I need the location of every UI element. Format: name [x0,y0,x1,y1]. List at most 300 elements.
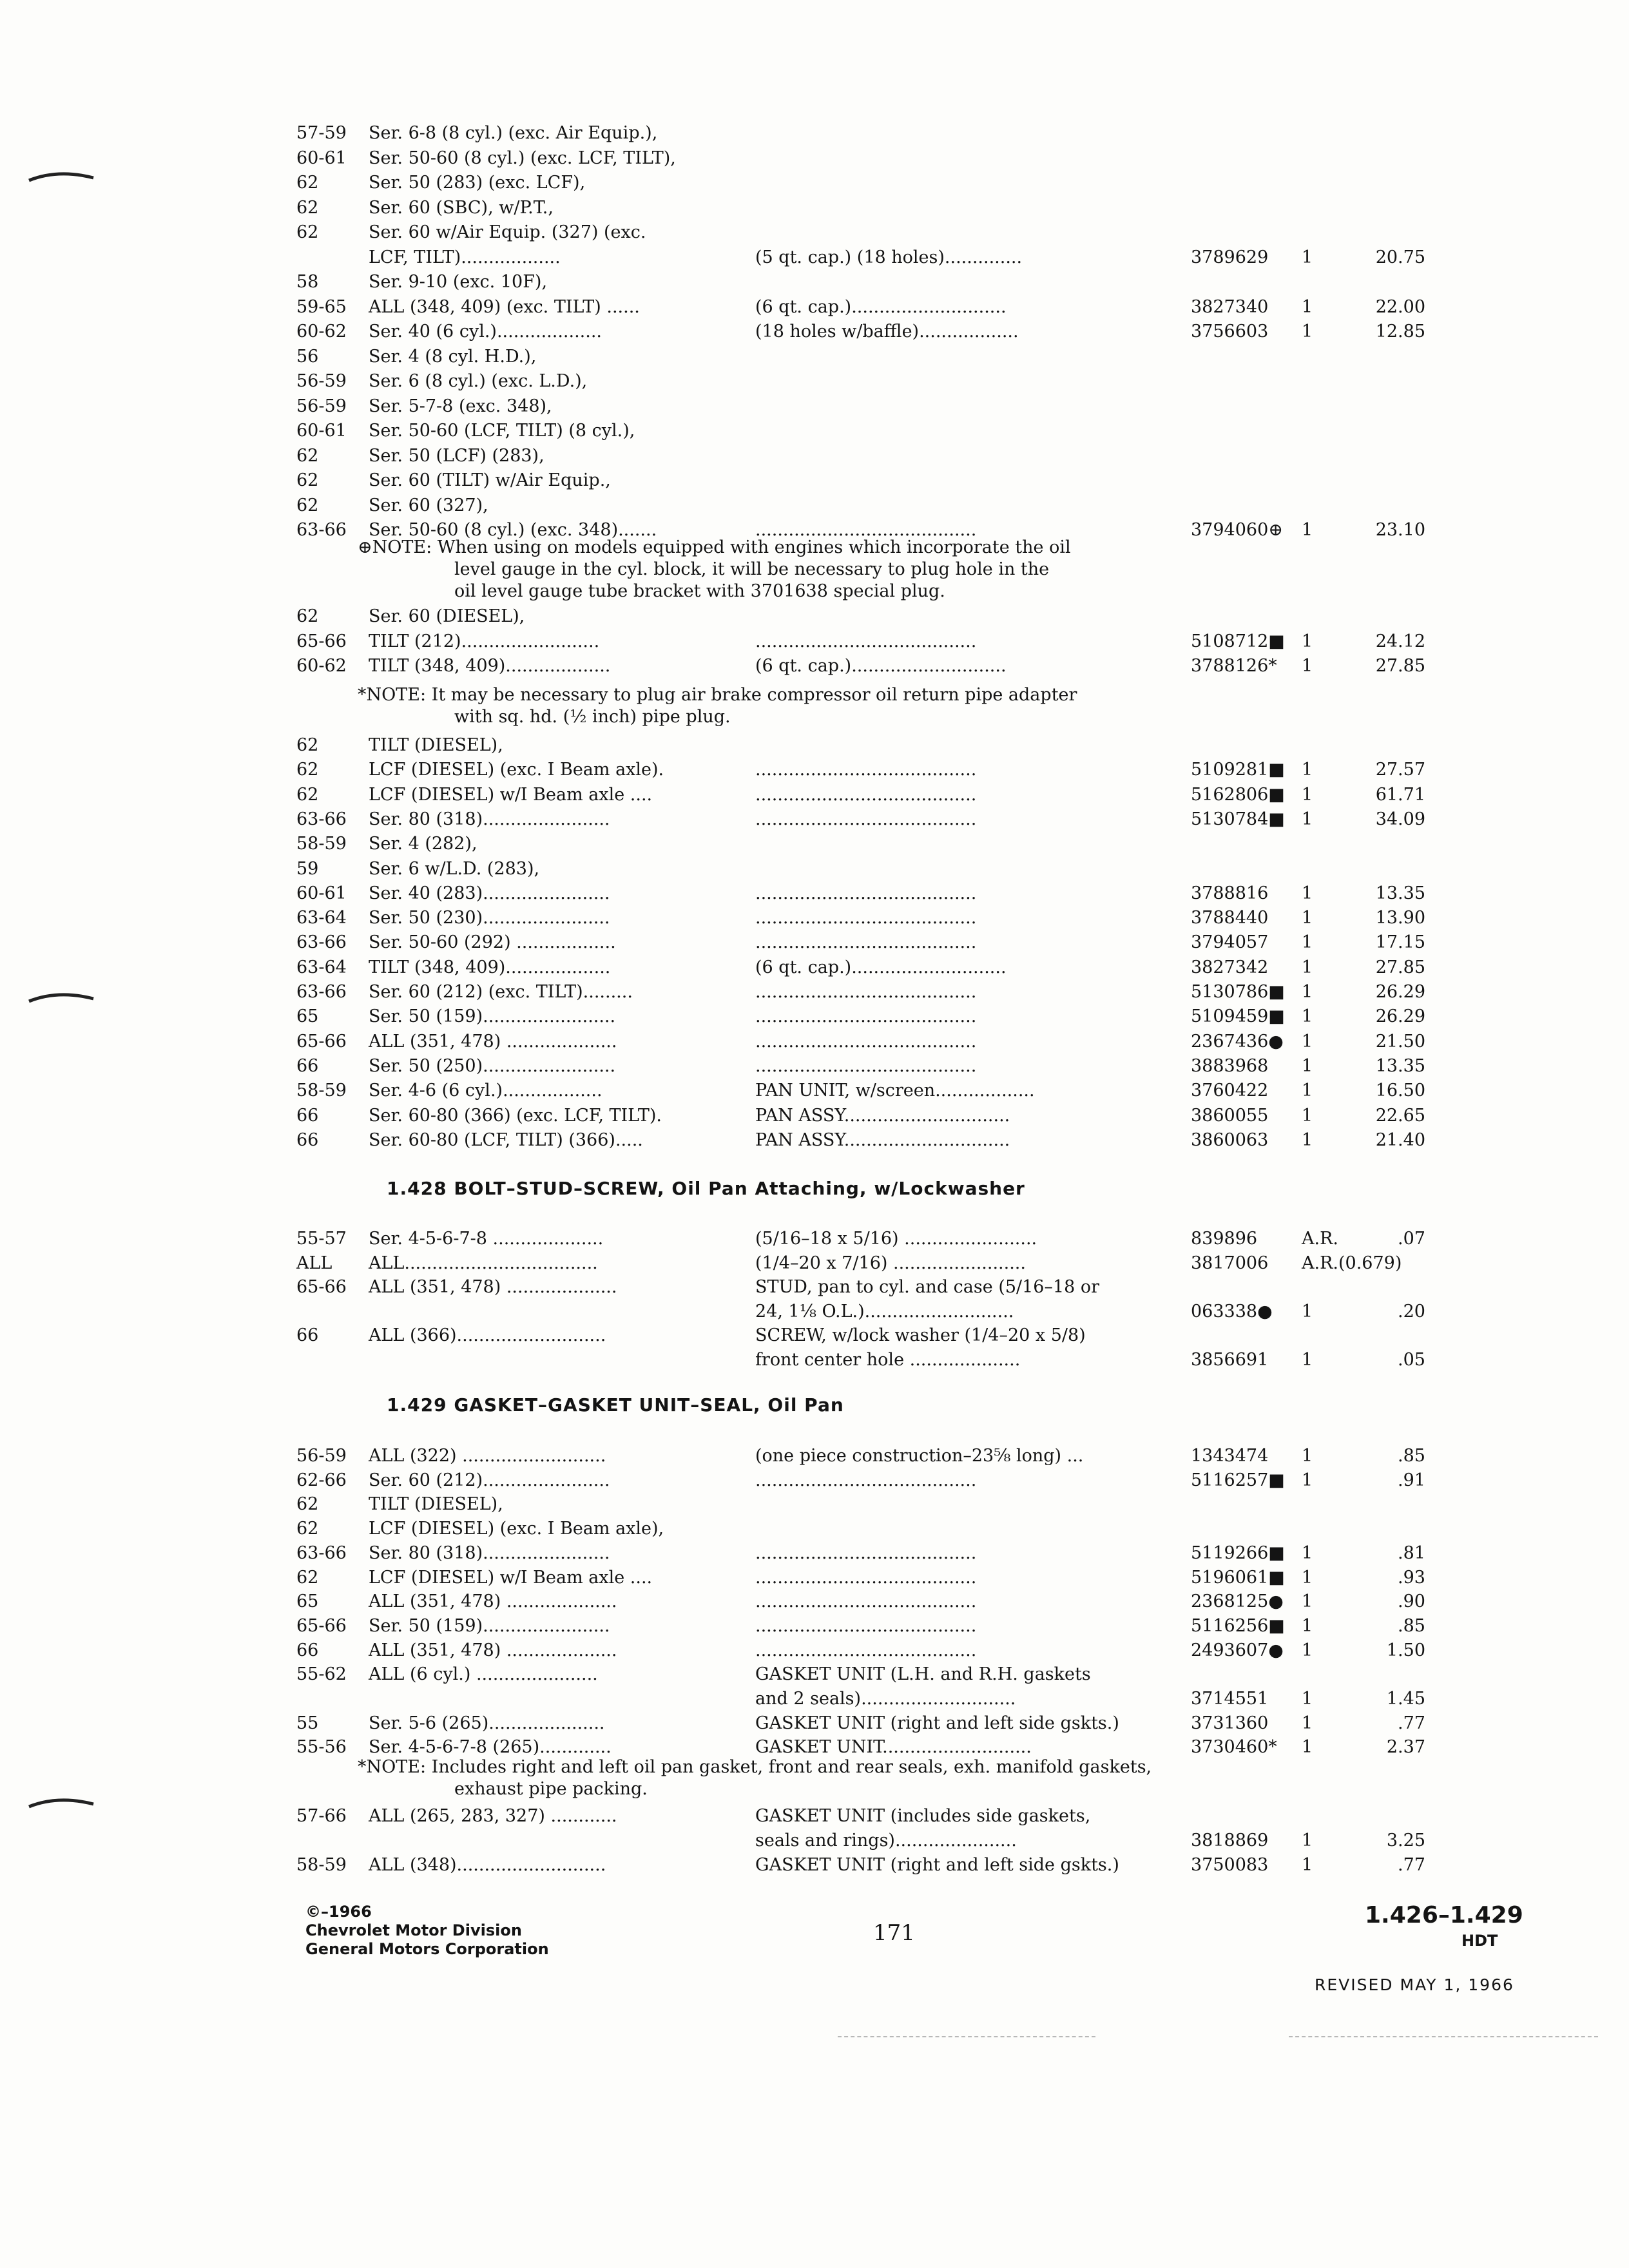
year-cell: 55-56 [296,1737,347,1758]
series-cell: Ser. 40 (283)....................... [369,883,610,903]
price-cell: 27.57 [1375,760,1425,780]
series-cell: Ser. 9-10 (exc. 10F), [369,272,548,292]
quantity-cell: 1 [1302,1855,1313,1875]
series-cell: Ser. 60 w/Air Equip. (327) (exc. [369,222,646,242]
scan-artifact-line [838,2036,1095,2039]
price-cell: 26.29 [1375,982,1425,1002]
quantity-cell: 1 [1302,656,1313,676]
series-cell: Ser. 50 (230)....................... [369,908,610,928]
section-range: 1.426–1.429 [1365,1902,1523,1928]
table-row [296,1054,1431,1079]
year-cell: 58 [296,272,319,292]
note-lead: *NOTE: It may be necessary to plug air brake compressor oil return pipe adapter [358,685,1077,705]
description-cell: (6 qt. cap.)............................ [755,656,1007,676]
series-cell: Ser. 4 (8 cyl. H.D.), [369,346,537,367]
series-cell: Ser. 60 (SBC), w/P.T., [369,197,554,218]
price-cell: .85 [1398,1615,1425,1636]
year-cell: 62 [296,1519,319,1539]
quantity-cell: 1 [1302,1031,1313,1052]
series-cell: Ser. 4-6 (6 cyl.).................. [369,1081,602,1101]
part-number-cell: 3860063 [1191,1129,1269,1150]
series-cell: ALL (265, 283, 327) ............ [369,1806,617,1826]
table-row [296,629,1431,654]
table-row [296,468,1431,493]
series-cell: Ser. 6 w/L.D. (283), [369,858,540,879]
price-cell: .91 [1398,1470,1425,1490]
table-row [296,807,1431,832]
price-cell: 21.40 [1375,1129,1425,1150]
note-gasket-unit [358,1756,1152,1800]
year-cell: 59-65 [296,296,347,317]
price-cell: .90 [1398,1591,1425,1612]
section-heading-1428: 1.428 BOLT–STUD–SCREW, Oil Pan Attaching, w/Lockwasher [387,1178,1025,1199]
description-cell: ........................................ [755,1006,977,1027]
table-row [296,930,1431,955]
table-row [296,1590,1431,1614]
price-cell: 27.85 [1375,656,1425,676]
description-cell: PAN ASSY.............................. [755,1105,1010,1126]
part-number-cell: 5130786■ [1191,982,1285,1002]
section-heading-1429: 1.429 GASKET–GASKET UNIT–SEAL, Oil Pan [387,1394,844,1416]
description-cell: ........................................ [755,1615,977,1636]
quantity-cell: A.R. [1302,1229,1338,1249]
table-row [296,369,1431,394]
series-cell: Ser. 5-7-8 (exc. 348), [369,396,552,416]
note-air-brake [358,684,1077,728]
quantity-cell: 1 [1302,1542,1313,1563]
year-cell: 66 [296,1105,319,1126]
quantity-cell: A.R.(0.679) [1302,1253,1402,1273]
description-cell: ........................................ [755,883,977,903]
part-number-cell: 5116256■ [1191,1615,1285,1636]
year-cell: 62 [296,735,319,755]
description-cell: seals and rings)...................... [755,1831,1017,1850]
part-number-cell: 839896 [1191,1229,1258,1249]
year-cell: 62-66 [296,1470,347,1490]
table-row [296,1251,1431,1276]
series-cell: LCF (DIESEL) w/I Beam axle .... [369,784,653,805]
year-cell: 63-66 [296,982,347,1002]
year-cell: 63-66 [296,809,347,829]
quantity-cell: 1 [1302,982,1313,1002]
part-number-cell: 3788440 [1191,908,1269,928]
table-row [296,270,1431,294]
table-row [296,245,1431,270]
part-number-cell: 3788126* [1191,656,1277,676]
footer-copyright: ©–1966 [305,1903,372,1921]
series-cell: Ser. 4 (282), [369,834,477,854]
series-cell: ALL (322) .......................... [369,1446,606,1466]
footer-division: Chevrolet Motor Division [305,1921,522,1939]
table-row [296,881,1431,906]
revised-date: REVISED MAY 1, 1966 [1315,1975,1514,1994]
year-cell: 65 [296,1006,319,1027]
description-cell: and 2 seals)............................ [755,1689,1016,1709]
series-cell: ALL (366)........................... [369,1325,606,1345]
series-cell: ALL (348)........................... [369,1855,606,1875]
part-number-cell: 3818869 [1191,1831,1269,1850]
series-cell: Ser. 80 (318)....................... [369,809,610,829]
quantity-cell: 1 [1302,322,1313,341]
table-row [296,419,1431,443]
description-cell: ........................................ [755,932,977,953]
year-cell: 62 [296,445,319,466]
description-cell: ........................................ [755,520,977,540]
description-cell: (5 qt. cap.) (18 holes).............. [755,247,1023,267]
description-cell: GASKET UNIT (L.H. and R.H. gaskets [755,1664,1091,1685]
series-cell: Ser. 60 (212) (exc. TILT)......... [369,982,633,1002]
year-cell: 65-66 [296,1615,347,1636]
note-lead: *NOTE: Includes right and left oil pan gasket, front and rear seals, exh. manifold gaskets, [358,1757,1152,1777]
table-row [296,1444,1431,1468]
table-row [296,980,1431,1004]
table-row [296,1079,1431,1103]
quantity-cell: 1 [1302,883,1313,903]
table-row [296,857,1431,881]
part-number-cell: 5109459■ [1191,1006,1285,1027]
year-cell: 56-59 [296,371,347,391]
table-row [296,832,1431,856]
table-row [296,394,1431,419]
year-cell: ALL [296,1253,333,1273]
quantity-cell: 1 [1302,1713,1313,1733]
table-row [296,1804,1431,1829]
price-cell: .85 [1398,1446,1425,1466]
series-cell: Ser. 4-5-6-7-8 (265)............. [369,1737,612,1758]
price-cell: 12.85 [1375,322,1425,341]
series-cell: Ser. 60-80 (LCF, TILT) (366)..... [369,1129,643,1150]
series-cell: ALL (348, 409) (exc. TILT) ...... [369,296,640,317]
series-cell: ALL (351, 478) .................... [369,1640,617,1660]
quantity-cell: 1 [1302,1567,1313,1588]
table-row [296,1492,1431,1517]
series-cell: LCF (DIESEL) (exc. I Beam axle), [369,1519,664,1539]
series-cell: Ser. 40 (6 cyl.)................... [369,322,602,341]
year-cell: 56 [296,346,319,367]
description-cell: ........................................ [755,631,977,651]
quantity-cell: 1 [1302,631,1313,651]
series-cell: LCF (DIESEL) (exc. I Beam axle). [369,760,664,780]
description-cell: PAN ASSY.............................. [755,1129,1010,1150]
quantity-cell: 1 [1302,1737,1313,1758]
description-cell: (one piece construction–23⅝ long) ... [755,1446,1084,1466]
series-cell: ALL (351, 478) .................... [369,1277,617,1297]
series-cell: TILT (DIESEL), [369,735,503,755]
year-cell: 66 [296,1055,319,1076]
quantity-cell: 1 [1302,784,1313,805]
price-cell: 22.00 [1375,296,1425,317]
quantity-cell: 1 [1302,908,1313,928]
year-cell: 60-61 [296,883,347,903]
note-line: exhaust pipe packing. [454,1779,648,1799]
part-number-cell: 3730460* [1191,1737,1277,1758]
table-row [296,1662,1431,1687]
quantity-cell: 1 [1302,1831,1313,1850]
table-row [296,494,1431,518]
description-cell: GASKET UNIT (right and left side gskts.) [755,1713,1119,1733]
table-row [296,1275,1431,1300]
price-cell: 20.75 [1375,247,1425,267]
series-cell: Ser. 50 (159)....................... [369,1615,610,1636]
table-row [296,444,1431,468]
table-row [296,1128,1431,1153]
series-cell: Ser. 80 (318)....................... [369,1542,610,1563]
price-cell: 2.37 [1386,1737,1425,1758]
price-cell: 13.90 [1375,908,1425,928]
price-cell: 61.71 [1375,784,1425,805]
series-cell: Ser. 50 (159)........................ [369,1006,616,1027]
series-cell: ALL (351, 478) .................... [369,1591,617,1612]
year-cell: 55 [296,1713,319,1733]
series-cell: Ser. 60 (212)....................... [369,1470,610,1490]
table-row [296,171,1431,195]
price-cell: .77 [1398,1855,1425,1875]
description-cell: ........................................ [755,1567,977,1588]
part-number-cell: 3750083 [1191,1855,1269,1875]
table-row [296,604,1431,629]
series-cell: Ser. 6-8 (8 cyl.) (exc. Air Equip.), [369,123,658,143]
year-cell: 56-59 [296,1446,347,1466]
year-cell: 63-66 [296,1542,347,1563]
quantity-cell: 1 [1302,760,1313,780]
part-number-cell: 2367436● [1191,1031,1284,1052]
table-row [296,1004,1431,1029]
description-cell: SCREW, w/lock washer (1/4–20 x 5/8) [755,1325,1086,1345]
quantity-cell: 1 [1302,1446,1313,1466]
description-cell: (6 qt. cap.)............................ [755,957,1007,977]
note-oil-level-gauge [358,537,1071,602]
series-cell: Ser. 50 (LCF) (283), [369,445,545,466]
year-cell: 65 [296,1591,319,1612]
year-cell: 58-59 [296,1081,347,1101]
table-row [296,1639,1431,1663]
footer-corporation: General Motors Corporation [305,1940,549,1958]
table-row [296,906,1431,930]
part-number-cell: 3860055 [1191,1105,1269,1126]
quantity-cell: 1 [1302,1129,1313,1150]
price-cell: 3.25 [1386,1831,1425,1850]
quantity-cell: 1 [1302,1615,1313,1636]
part-number-cell: 5116257■ [1191,1470,1285,1490]
binder-hole-mark-middle [26,992,97,1005]
year-cell: 58-59 [296,834,347,854]
year-cell: 59 [296,858,319,879]
description-cell: ........................................ [755,1591,977,1612]
price-cell: 23.10 [1375,520,1425,540]
year-cell: 62 [296,222,319,242]
part-number-cell: 3794057 [1191,932,1269,953]
series-cell: Ser. 50-60 (8 cyl.) (exc. LCF, TILT), [369,148,676,168]
description-cell: (18 holes w/baffle).................. [755,322,1019,341]
table-row [296,121,1431,146]
year-cell: 55-62 [296,1664,347,1685]
part-number-cell: 1343474 [1191,1446,1269,1466]
price-cell: .20 [1398,1301,1425,1321]
year-cell: 57-59 [296,123,347,143]
year-cell: 56-59 [296,396,347,416]
price-cell: .77 [1398,1713,1425,1733]
year-cell: 62 [296,197,319,218]
quantity-cell: 1 [1302,1105,1313,1126]
year-cell: 60-61 [296,148,347,168]
price-cell: 21.50 [1375,1031,1425,1052]
year-cell: 62 [296,1494,319,1515]
description-cell: ........................................ [755,1031,977,1052]
series-cell: Ser. 60 (TILT) w/Air Equip., [369,470,611,490]
price-cell: .93 [1398,1567,1425,1588]
page-number: 171 [873,1920,915,1946]
note-line: level gauge in the cyl. block, it will be necessary to plug hole in the [454,559,1050,579]
price-cell: 16.50 [1375,1081,1425,1101]
table-row [296,320,1431,344]
table-row [296,1541,1431,1566]
part-number-cell: 3760422 [1191,1081,1269,1101]
description-cell: ........................................ [755,982,977,1002]
price-cell: 22.65 [1375,1105,1425,1126]
price-cell: 24.12 [1375,631,1425,651]
table-row [296,196,1431,220]
part-number-cell: 5109281■ [1191,760,1285,780]
price-cell: 13.35 [1375,1055,1425,1076]
table-row [296,783,1431,807]
part-number-cell: 063338● [1191,1301,1273,1321]
section-code: HDT [1461,1932,1498,1950]
quantity-cell: 1 [1302,296,1313,317]
part-number-cell: 3827340 [1191,296,1269,317]
price-cell: 1.50 [1386,1640,1425,1660]
series-cell: TILT (212)......................... [369,631,600,651]
series-cell: Ser. 50-60 (LCF, TILT) (8 cyl.), [369,421,635,441]
series-cell: Ser. 60 (327), [369,495,488,515]
description-cell: ........................................ [755,784,977,805]
table-row [296,1614,1431,1639]
part-number-cell: 3788816 [1191,883,1269,903]
table-row [296,345,1431,369]
year-cell: 62 [296,760,319,780]
year-cell: 62 [296,495,319,515]
binder-hole-mark-top [26,171,97,184]
quantity-cell: 1 [1302,1689,1313,1709]
quantity-cell: 1 [1302,1640,1313,1660]
part-number-cell: 5108712■ [1191,631,1285,651]
series-cell: Ser. 60-80 (366) (exc. LCF, TILT). [369,1105,662,1126]
part-number-cell: 3856691 [1191,1349,1269,1370]
description-cell: (6 qt. cap.)............................ [755,296,1007,317]
table-row [296,733,1431,758]
part-number-cell: 2493607● [1191,1640,1284,1660]
year-cell: 60-61 [296,421,347,441]
description-cell: ........................................ [755,809,977,829]
description-cell: (5/16–18 x 5/16) ........................ [755,1229,1037,1249]
description-cell: ........................................ [755,1640,977,1660]
part-number-cell: 5162806■ [1191,784,1285,805]
series-cell: Ser. 50 (283) (exc. LCF), [369,173,586,193]
table-row [296,654,1431,678]
year-cell: 60-62 [296,322,347,341]
year-cell: 65-66 [296,1031,347,1052]
series-cell: TILT (348, 409)................... [369,656,611,676]
series-cell: Ser. 5-6 (265)..................... [369,1713,605,1733]
table-row [296,1517,1431,1541]
description-cell: ........................................ [755,1470,977,1490]
table-row [296,295,1431,320]
series-cell: TILT (DIESEL), [369,1494,503,1515]
year-cell: 62 [296,470,319,490]
series-cell: LCF, TILT).................. [369,247,561,267]
table-row [296,1687,1431,1711]
series-cell: ALL (6 cyl.) ...................... [369,1664,598,1685]
table-row [296,146,1431,171]
series-cell: ALL (351, 478) .................... [369,1031,617,1052]
price-cell: 1.45 [1386,1689,1425,1709]
table-row [296,1323,1431,1348]
part-number-cell: 3794060⊕ [1191,520,1283,540]
year-cell: 58-59 [296,1855,347,1875]
year-cell: 66 [296,1325,319,1345]
table-row [296,758,1431,782]
year-cell: 62 [296,1567,319,1588]
year-cell: 63-66 [296,520,347,540]
quantity-cell: 1 [1302,1470,1313,1490]
quantity-cell: 1 [1302,1055,1313,1076]
year-cell: 62 [296,784,319,805]
year-cell: 66 [296,1640,319,1660]
year-cell: 57-66 [296,1806,347,1826]
quantity-cell: 1 [1302,1349,1313,1370]
table-row [296,1853,1431,1878]
note-lead: ⊕NOTE: When using on models equipped with engines which incorporate the oil [358,537,1071,557]
quantity-cell: 1 [1302,520,1313,540]
part-number-cell: 5196061■ [1191,1567,1285,1588]
price-cell: 13.35 [1375,883,1425,903]
table-row [296,956,1431,980]
part-number-cell: 3827342 [1191,957,1269,977]
description-cell: GASKET UNIT (includes side gaskets, [755,1806,1091,1826]
quantity-cell: 1 [1302,1301,1313,1321]
price-cell: 27.85 [1375,957,1425,977]
description-cell: PAN UNIT, w/screen.................. [755,1081,1035,1101]
quantity-cell: 1 [1302,809,1313,829]
year-cell: 62 [296,606,319,626]
description-cell: (1/4–20 x 7/16) ........................ [755,1253,1026,1273]
year-cell: 66 [296,1129,319,1150]
table-row [296,1104,1431,1128]
description-cell: ........................................ [755,760,977,780]
series-cell: ALL................................... [369,1253,598,1273]
note-line: oil level gauge tube bracket with 3701638 special plug. [454,581,945,601]
year-cell: 65-66 [296,1277,347,1297]
series-cell: LCF (DIESEL) w/I Beam axle .... [369,1567,653,1588]
part-number-cell: 5130784■ [1191,809,1285,829]
year-cell: 55-57 [296,1229,347,1249]
year-cell: 62 [296,173,319,193]
part-number-cell: 5119266■ [1191,1542,1285,1563]
binder-hole-mark-bottom [26,1798,97,1811]
table-row [296,1566,1431,1590]
description-cell: GASKET UNIT........................... [755,1737,1032,1758]
year-cell: 63-66 [296,932,347,953]
table-row [296,220,1431,245]
part-number-cell: 3789629 [1191,247,1269,267]
price-cell: 26.29 [1375,1006,1425,1027]
table-row [296,1829,1431,1853]
description-cell: STUD, pan to cyl. and case (5/16–18 or [755,1277,1100,1297]
series-cell: Ser. 50-60 (292) .................. [369,932,616,953]
price-cell: .05 [1398,1349,1425,1370]
table-row [296,1468,1431,1493]
price-cell: 34.09 [1375,809,1425,829]
price-cell: 17.15 [1375,932,1425,953]
